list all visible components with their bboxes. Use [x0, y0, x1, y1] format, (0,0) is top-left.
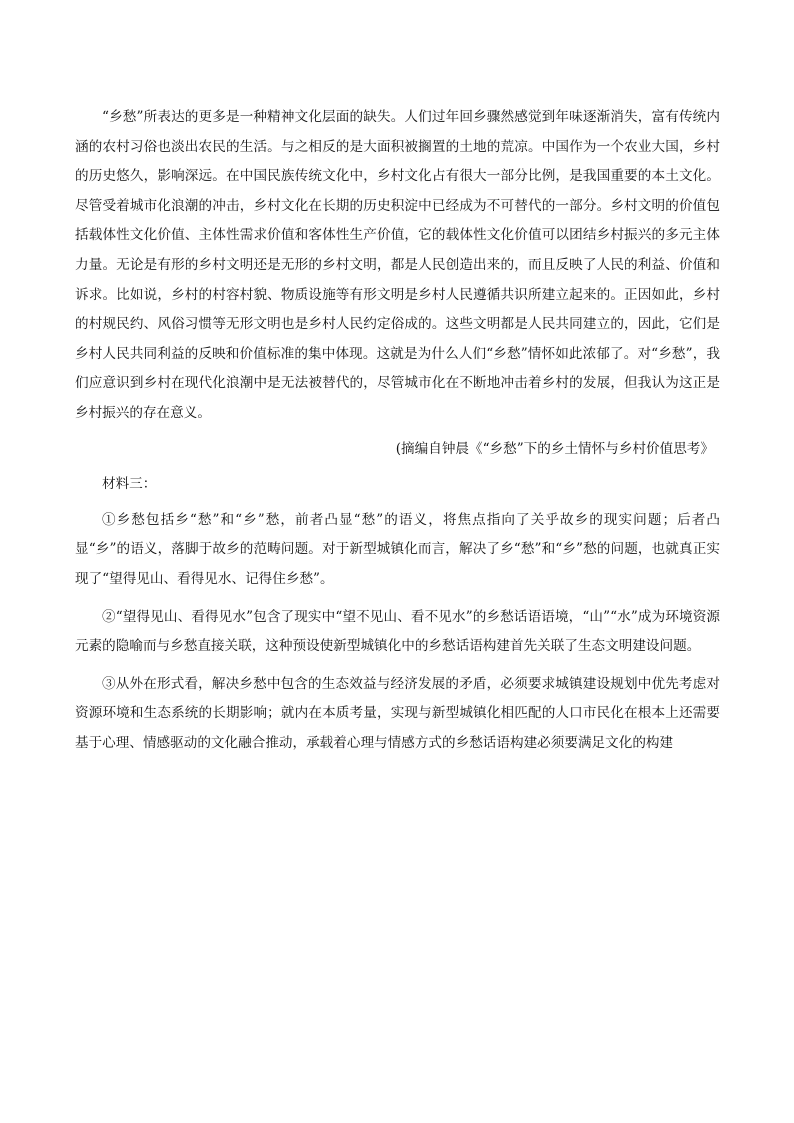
paragraph-point-2: ②“望得见山、看得见水”包含了现实中“望不见山、看不见水”的乡愁话语语境，“山”“水”成为环境资源元素的隐喻而与乡愁直接关联，这种预设使新型城镇化中的乡愁话语构建首先关联了生态文明建设问题。	[75, 608, 720, 655]
paragraph-point-3: ③从外在形式看，解决乡愁中包含的生态效益与经济发展的矛盾，必须要求城镇建设规划中优先考虑对资源环境和生态系统的长期影响；就内在本质考量，实现与新型城镇化相匹配的人口市民化在根本上还需要基于心理、情感驱动的文化融合推动，承载着心理与情感方式的乡愁话语构建必须要满足文化的构建	[75, 675, 720, 751]
paragraph-point-1: ①乡愁包括乡“愁”和“乡”愁，前者凸显“愁”的语义，将焦点指向了关乎故乡的现实问题；后者凸显“乡”的语义，落脚于故乡的范畴问题。对于新型城镇化而言，解决了乡“愁”和“乡”愁的问题，也就真正实现了“望得见山、看得见水、记得住乡愁”。	[75, 511, 720, 587]
paragraph-rural-culture: “乡愁”所表达的更多是一种精神文化层面的缺失。人们过年回乡骤然感觉到年味逐渐消失，富有传统内涵的农村习俗也淡出农民的生活。与之相反的是大面积被搁置的土地的荒凉。中国作为一个农业大国，乡村的历史悠久，影响深远。在中国民族传统文化中，乡村文化占有很大一部分比例，是我国重要的本土文化。尽管受着城市化浪潮的冲击，乡村文化在长期的历史积淀中已经成为不可替代的一部分。乡村文明的价值包括载体性文化价值、主体性需求价值和客体性生产价值，它的载体性文化价值可以团结乡村振兴的多元主体力量。无论是有形的乡村文明还是无形的乡村文明，都是人民创造出来的，而且反映了人民的利益、价值和诉求。比如说，乡村的村容村貌、物质设施等有形文明是乡村人民遵循共识所建立起来的。正因如此，乡村的村规民约、风俗习惯等无形文明也是乡村人民约定俗成的。这些文明都是人民共同建立的，因此，它们是乡村人民共同利益的反映和价值标准的集中体现。这就是为什么人们“乡愁”情怀如此浓郁了。对“乡愁”，我们应意识到乡村在现代化浪潮中是无法被替代的，尽管城市化在不断地冲击着乡村的发展，但我认为这正是乡村振兴的存在意义。	[75, 109, 720, 421]
document-page	[75, 103, 720, 758]
spacer	[75, 662, 720, 670]
spacer	[75, 595, 720, 603]
material-heading: 材料三：	[102, 476, 157, 493]
source-citation: (摘编自钟晨《“乡愁”下的乡土情怀与乡村价值思考》	[395, 440, 714, 457]
